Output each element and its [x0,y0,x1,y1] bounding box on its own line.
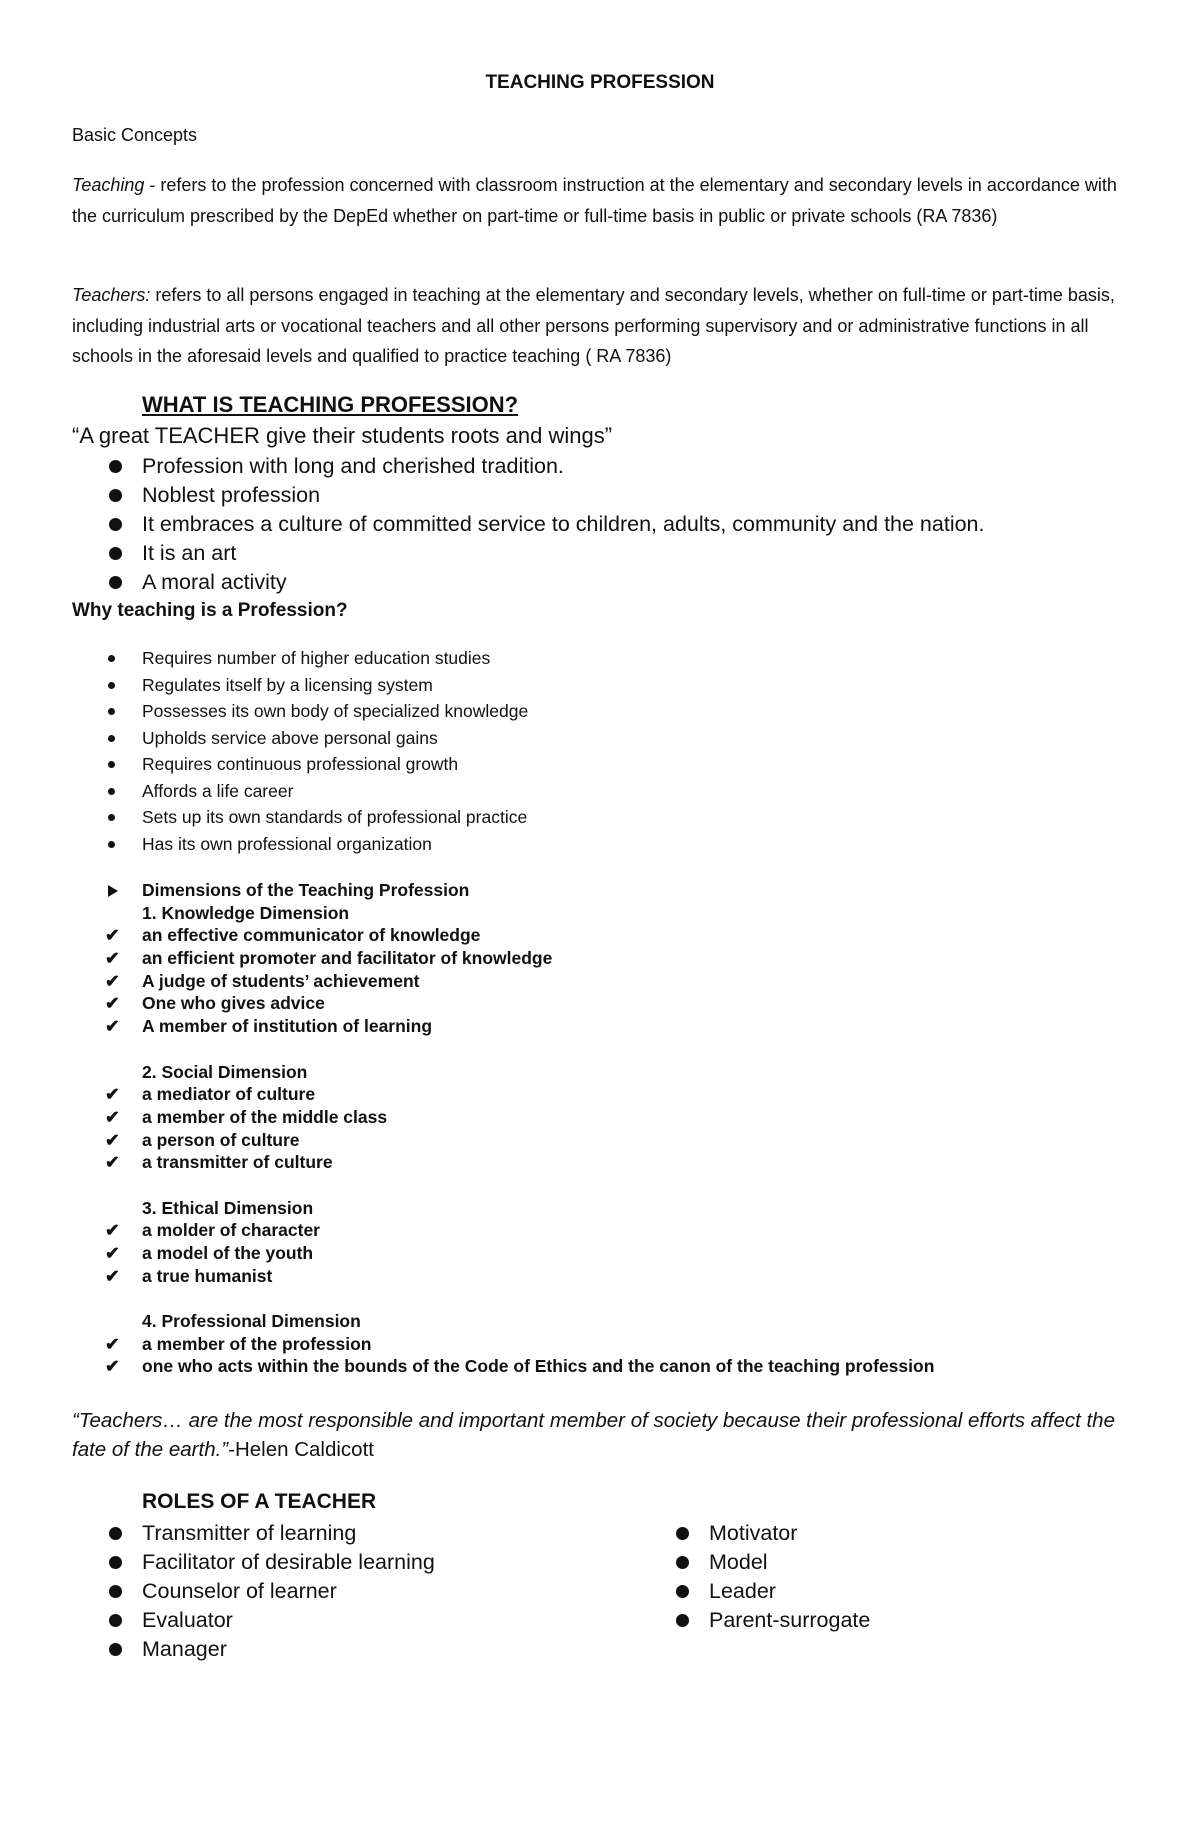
dimensions-section [72,879,1132,1378]
list-item: Regulates itself by a licensing system [72,672,528,699]
bullet-icon [676,1585,689,1598]
teachers-definition-text: refers to all persons engaged in teaching at the elementary and secondary levels, whether on full-time or part-time basis, including industrial arts or vocational teachers and all other persons performing supervisory and or administrative functions in all schools in the aforesaid levels and qualified to practice teaching ( RA 7836) [72,285,1115,366]
list-item: ✔ a mediator of culture [105,1084,316,1105]
caldicott-quote-text: “Teachers… are the most responsible and important member of society because their professional efforts affect the fate of the earth.” [72,1409,1115,1461]
what-is-list [72,452,984,597]
check-icon: ✔ [105,993,120,1014]
list-item: Noblest profession [72,481,984,510]
bullet-icon [108,788,115,795]
dimensions-heading: Dimensions of the Teaching Profession [72,879,1132,902]
dimension-title: 2. Social Dimension [142,1061,308,1082]
bullet-icon [109,518,122,531]
bullet-icon [109,1643,122,1656]
list-item: Facilitator of desirable learning [72,1548,435,1577]
bullet-icon [109,1527,122,1540]
bullet-icon [109,576,122,589]
check-icon: ✔ [105,1152,120,1173]
check-icon: ✔ [105,1016,120,1037]
list-item: ✔ a true humanist [105,1265,273,1286]
bullet-icon [676,1556,689,1569]
list-item: ✔ a model of the youth [105,1243,314,1263]
bullet-icon [109,1614,122,1627]
list-item: Requires continuous professional growth [72,751,528,778]
bullet-icon [108,682,115,689]
bullet-icon [108,735,115,742]
list-item: Parent-surrogate [639,1606,870,1635]
list-item: Requires number of higher education studies [72,645,528,672]
check-icon: ✔ [105,1356,120,1377]
list-item: ✔ One who gives advice [105,993,325,1014]
teaching-definition [72,170,1132,231]
list-item: It is an art [72,539,984,568]
list-item: It embraces a culture of committed service to children, adults, community and the nation. [72,510,984,539]
bullet-icon [109,547,122,560]
check-icon: ✔ [105,1243,120,1263]
arrow-right-icon [108,885,118,897]
bullet-icon [109,1556,122,1569]
list-item: ✔ a transmitter of culture [105,1152,333,1173]
list-item: Manager [72,1635,435,1664]
what-is-heading: WHAT IS TEACHING PROFESSION? [142,392,519,417]
check-icon: ✔ [105,970,120,991]
list-item: Leader [639,1577,870,1606]
list-item: Transmitter of learning [72,1519,435,1548]
check-icon: ✔ [105,1129,120,1150]
bullet-icon [109,1585,122,1598]
bullet-icon [108,814,115,821]
list-item: ✔ A member of institution of learning [105,1016,433,1037]
document-title: TEACHING PROFESSION [485,72,715,93]
dimension-title: 1. Knowledge Dimension [142,902,350,923]
list-item: ✔ a member of the profession [105,1333,372,1354]
list-item: ✔ A judge of students’ achievement [105,970,420,991]
roots-wings-quote: “A great TEACHER give their students roots and wings” [72,423,613,448]
dimension-title: 3. Ethical Dimension [142,1197,314,1218]
list-item: ✔ an efficient promoter and facilitator of knowledge [105,948,553,969]
roles-list-right [639,1519,870,1635]
check-icon: ✔ [105,1084,120,1105]
why-heading: Why teaching is a Profession? [72,600,348,621]
check-icon: ✔ [105,948,120,969]
bullet-icon [108,761,115,768]
bullet-icon [676,1527,689,1540]
check-icon: ✔ [105,1333,120,1354]
check-icon: ✔ [105,1265,120,1286]
list-item: A moral activity [72,568,984,597]
bullet-icon [109,489,122,502]
basic-concepts-label: Basic Concepts [72,125,198,145]
teachers-definition [72,280,1132,372]
dimension-title: 4. Professional Dimension [142,1311,361,1332]
teaching-definition-text: - refers to the profession concerned with classroom instruction at the elementary and secondary levels in accordance with the curriculum prescribed by the DepEd whether on part-time or full-time basis in public or private schools (RA 7836) [72,175,1117,226]
list-item: Has its own professional organization [72,831,528,858]
list-item: Affords a life career [72,778,528,805]
bullet-icon [108,655,115,662]
list-item: ✔ a molder of character [105,1220,320,1241]
list-item: ✔ a person of culture [105,1129,300,1150]
list-item: Upholds service above personal gains [72,725,528,752]
teaching-term: Teaching [72,175,145,195]
teachers-term: Teachers: [72,285,151,305]
list-item: Profession with long and cherished tradition. [72,452,984,481]
list-item: Possesses its own body of specialized knowledge [72,698,528,725]
bullet-icon [108,841,115,848]
why-list [72,645,528,857]
roles-heading: ROLES OF A TEACHER [142,1490,377,1513]
list-item: Evaluator [72,1606,435,1635]
list-item: Sets up its own standards of professional practice [72,804,528,831]
caldicott-quote [72,1406,1152,1464]
check-icon: ✔ [105,1220,120,1241]
list-item: Motivator [639,1519,870,1548]
bullet-icon [108,708,115,715]
list-item: ✔ one who acts within the bounds of the Code of Ethics and the canon of the teaching profession [105,1356,935,1377]
roles-list-left [72,1519,435,1664]
list-item: ✔ a member of the middle class [105,1106,388,1127]
bullet-icon [676,1614,689,1627]
list-item: Counselor of learner [72,1577,435,1606]
check-icon: ✔ [105,1106,120,1127]
list-item: ✔ an effective communicator of knowledge [105,925,481,946]
check-icon: ✔ [105,925,120,946]
caldicott-author: -Helen Caldicott [228,1438,374,1461]
list-item: Model [639,1548,870,1577]
bullet-icon [109,460,122,473]
